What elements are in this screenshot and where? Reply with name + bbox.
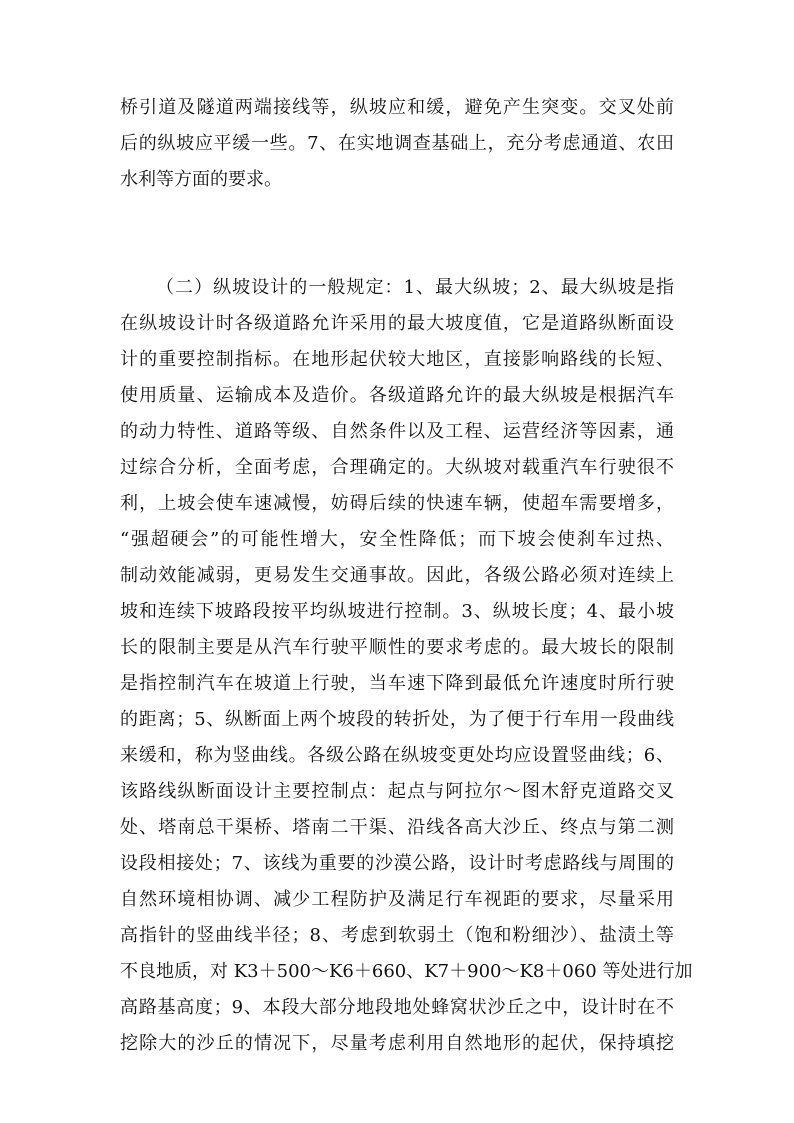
- paragraph-1-line: 水利等方面的要求。: [120, 169, 282, 190]
- paragraph-2-line: 过综合分析，全面考虑，合理确定的。大纵坡对载重汽车行驶很不: [120, 457, 674, 478]
- paragraph-2-line: 自然环境相协调、减少工程防护及满足行车视距的要求，尽量采用: [120, 889, 674, 910]
- paragraph-2-line: 设段相接处；7、该线为重要的沙漠公路，设计时考虑路线与周围的: [120, 853, 674, 874]
- paragraph-2-line: 是指控制汽车在坡道上行驶，当车速下降到最低允许速度时所行驶: [120, 673, 674, 694]
- paragraph-2-line: 来缓和，称为竖曲线。各级公路在纵坡变更处均应设置竖曲线；6、: [120, 745, 674, 766]
- paragraph-2-line: 坡和连续下坡路段按平均纵坡进行控制。3、纵坡长度；4、最小坡: [120, 601, 674, 622]
- paragraph-2-line: （二）纵坡设计的一般规定：1、最大纵坡；2、最大纵坡是指: [156, 277, 674, 298]
- paragraph-2-line: 不良地质，对 K3＋500～K6＋660、K7＋900～K8＋060 等处进行加: [120, 961, 693, 982]
- paragraph-2-line: 制动效能减弱，更易发生交通事故。因此，各级公路必须对连续上: [120, 565, 674, 586]
- paragraph-1-line: 桥引道及隧道两端接线等，纵坡应和缓，避免产生突变。交叉处前: [120, 97, 674, 118]
- paragraph-1-line: 后的纵坡应平缓一些。7、在实地调查基础上，充分考虑通道、农田: [120, 133, 674, 154]
- paragraph-2-line: 该路线纵断面设计主要控制点：起点与阿拉尔～图木舒克道路交叉: [120, 781, 674, 802]
- paragraph-2-line: “强超硬会”的可能性增大，安全性降低；而下坡会使刹车过热、: [120, 529, 674, 550]
- paragraph-2-line: 处、塔南总干渠桥、塔南二干渠、沿线各高大沙丘、终点与第二测: [120, 817, 674, 838]
- paragraph-2-line: 高路基高度；9、本段大部分地段地处蜂窝状沙丘之中，设计时在不: [120, 997, 674, 1018]
- paragraph-2-line: 利，上坡会使车速减慢，妨碍后续的快速车辆，使超车需要增多，: [120, 493, 674, 514]
- paragraph-2-line: 计的重要控制指标。在地形起伏较大地区，直接影响路线的长短、: [120, 349, 674, 370]
- paragraph-1: [120, 90, 674, 198]
- paragraph-2-line: 长的限制主要是从汽车行驶平顺性的要求考虑的。最大坡长的限制: [120, 637, 674, 658]
- paragraph-2: [120, 270, 693, 1062]
- paragraph-2-line: 的距离；5、纵断面上两个坡段的转折处，为了便于行车用一段曲线: [120, 709, 674, 730]
- paragraph-2-line: 的动力特性、道路等级、自然条件以及工程、运营经济等因素，通: [120, 421, 674, 442]
- paragraph-2-line: 使用质量、运输成本及造价。各级道路允许的最大纵坡是根据汽车: [120, 385, 674, 406]
- paragraph-2-line: 高指针的竖曲线半径；8、考虑到软弱土（饱和粉细沙）、盐渍土等: [120, 925, 674, 946]
- paragraph-2-line: 挖除大的沙丘的情况下，尽量考虑利用自然地形的起伏，保持填挖: [120, 1033, 674, 1054]
- paragraph-2-line: 在纵坡设计时各级道路允许采用的最大坡度值，它是道路纵断面设: [120, 313, 674, 334]
